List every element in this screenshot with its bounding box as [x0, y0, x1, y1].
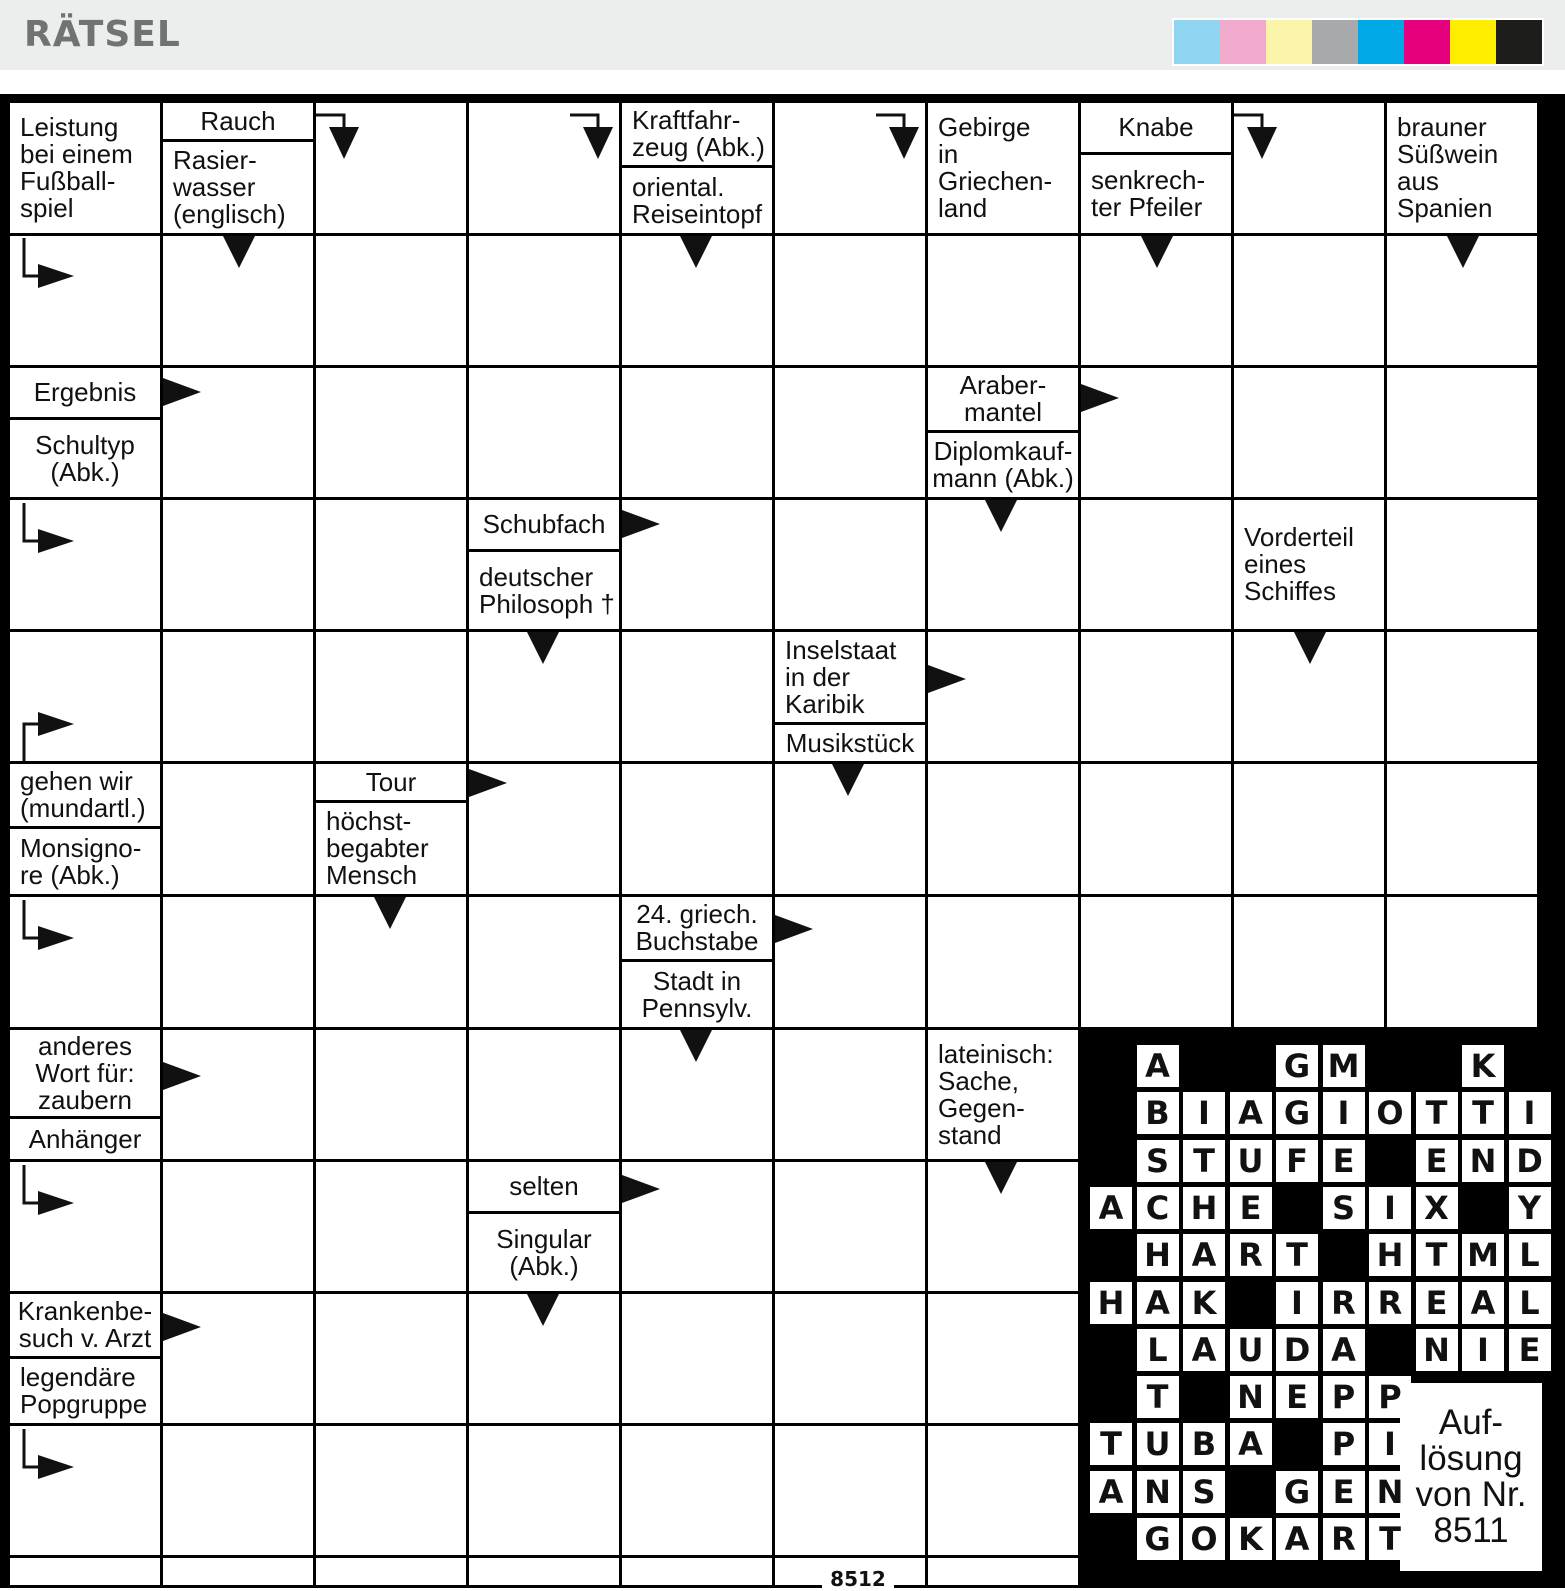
clue-text: Araber- mantel: [928, 368, 1078, 430]
solution-letter: D: [1276, 1329, 1318, 1371]
solution-letter: G: [1137, 1518, 1179, 1560]
grid-cell[interactable]: [928, 236, 1078, 365]
grid-cell[interactable]: [928, 1294, 1078, 1423]
color-swatch: [1312, 20, 1358, 64]
solution-letter: O: [1369, 1092, 1411, 1134]
arrow-down-icon: [1294, 632, 1326, 666]
solution-letter: Y: [1509, 1187, 1551, 1229]
arrow-down-icon: [680, 1030, 712, 1064]
solution-letter: M: [1323, 1045, 1365, 1087]
grid-cell[interactable]: [1081, 897, 1231, 1027]
clue-text: Singular (Abk.): [469, 1211, 619, 1291]
clue-text: lateinisch: Sache, Gegen- stand: [928, 1030, 1078, 1159]
clue-cell: [10, 368, 160, 497]
header-bar: [0, 0, 1565, 70]
solution-letter: T: [1183, 1140, 1225, 1182]
grid-cell[interactable]: [1387, 368, 1537, 497]
solution-letter: A: [1183, 1234, 1225, 1276]
grid-cell[interactable]: [316, 1294, 466, 1423]
solution-letter: G: [1276, 1471, 1318, 1513]
grid-cell[interactable]: [622, 1294, 772, 1423]
clue-text: Monsigno- re (Abk.): [10, 826, 160, 894]
solution-letter: H: [1137, 1234, 1179, 1276]
solution-letter: M: [1462, 1234, 1504, 1276]
solution-letter: I: [1369, 1423, 1411, 1465]
clue-cell: [928, 103, 1078, 233]
grid-cell[interactable]: [775, 1294, 925, 1423]
solution-letter: S: [1183, 1471, 1225, 1513]
solution-letter: N: [1416, 1329, 1458, 1371]
arrow-down-icon: [374, 897, 406, 931]
clue-cell: [10, 764, 160, 894]
solution-letter: P: [1323, 1423, 1365, 1465]
solution-letter: H: [1090, 1282, 1132, 1324]
grid-cell[interactable]: [622, 764, 772, 894]
solution-letter: T: [1462, 1092, 1504, 1134]
solution-letter: N: [1462, 1140, 1504, 1182]
grid-cell[interactable]: [775, 368, 925, 497]
solution-letter: I: [1323, 1092, 1365, 1134]
solution-letter: K: [1462, 1045, 1504, 1087]
solution-letter: U: [1137, 1423, 1179, 1465]
arrow-right-icon: [928, 665, 968, 693]
solution-letter: A: [1183, 1329, 1225, 1371]
solution-letter: A: [1090, 1187, 1132, 1229]
clue-cell: [622, 897, 772, 1027]
clue-text: Schultyp (Abk.): [10, 417, 160, 497]
clue-cell: [928, 1030, 1078, 1159]
solution-letter: E: [1509, 1329, 1551, 1371]
color-swatch: [1450, 20, 1496, 64]
solution-letter: I: [1369, 1187, 1411, 1229]
solution-letter: T: [1276, 1234, 1318, 1276]
section-title: RÄTSEL: [24, 14, 181, 55]
grid-cell[interactable]: [775, 236, 925, 365]
grid-cell[interactable]: [469, 368, 619, 497]
clue-cell: [469, 1162, 619, 1291]
clue-text: Vorderteil eines Schiffes: [1234, 500, 1384, 629]
arrow-turn-right-icon: [22, 1429, 82, 1485]
color-swatch: [1404, 20, 1450, 64]
clue-cell: [163, 103, 313, 233]
solution-letter: R: [1230, 1234, 1272, 1276]
clue-text: Rasier- wasser (englisch): [163, 139, 313, 233]
solution-letter: E: [1323, 1140, 1365, 1182]
arrow-right-icon: [1081, 384, 1121, 412]
solution-letter: D: [1509, 1140, 1551, 1182]
grid-cell[interactable]: [928, 1558, 1078, 1585]
grid-cell[interactable]: [316, 500, 466, 629]
arrow-right-icon: [775, 915, 815, 943]
color-swatch: [1220, 20, 1266, 64]
grid-cell[interactable]: [775, 1426, 925, 1555]
solution-letter: R: [1323, 1518, 1365, 1560]
arrow-turn-down-icon: [1234, 113, 1280, 163]
solution-letter: H: [1369, 1234, 1411, 1276]
solution-letter: U: [1230, 1329, 1272, 1371]
grid-cell[interactable]: [928, 632, 1078, 761]
grid-cell[interactable]: [163, 897, 313, 1027]
clue-text: Inselstaat in der Karibik: [775, 632, 925, 722]
grid-cell[interactable]: [469, 1426, 619, 1555]
solution-letter: A: [1137, 1282, 1179, 1324]
clue-text: brauner Süßwein aus Spanien: [1387, 103, 1537, 233]
solution-letter: F: [1276, 1140, 1318, 1182]
arrow-turn-right-icon: [22, 708, 82, 764]
color-swatch: [1358, 20, 1404, 64]
arrow-turn-down-icon: [570, 113, 616, 163]
solution-letter: P: [1369, 1376, 1411, 1418]
arrow-down-icon: [1141, 236, 1173, 270]
solution-letter: B: [1137, 1092, 1179, 1134]
color-calibration-bar: [1172, 18, 1544, 66]
solution-letter: K: [1183, 1282, 1225, 1324]
arrow-down-icon: [832, 764, 864, 798]
clue-text: Rauch: [163, 103, 313, 139]
color-swatch: [1496, 20, 1542, 64]
solution-letter: A: [1090, 1471, 1132, 1513]
solution-letter: L: [1137, 1329, 1179, 1371]
solution-letter: I: [1509, 1092, 1551, 1134]
arrow-turn-right-icon: [22, 503, 82, 559]
clue-text: gehen wir (mundartl.): [10, 764, 160, 826]
grid-cell[interactable]: [316, 1558, 466, 1585]
clue-cell: [1234, 500, 1384, 629]
grid-cell[interactable]: [622, 1426, 772, 1555]
clue-text: Schubfach: [469, 500, 619, 549]
solution-letter: T: [1416, 1234, 1458, 1276]
solution-caption: [1400, 1383, 1542, 1571]
grid-cell[interactable]: [316, 632, 466, 761]
solution-letter: G: [1276, 1092, 1318, 1134]
grid-cell[interactable]: [469, 1030, 619, 1159]
grid-cell[interactable]: [1387, 500, 1537, 629]
grid-cell[interactable]: [622, 1558, 772, 1585]
solution-letter: N: [1137, 1471, 1179, 1513]
arrow-down-icon: [680, 236, 712, 270]
puzzle-number: 8512: [822, 1567, 894, 1588]
solution-letter: E: [1323, 1471, 1365, 1513]
solution-letter: E: [1230, 1187, 1272, 1229]
solution-letter: T: [1369, 1518, 1411, 1560]
arrow-down-icon: [985, 500, 1017, 534]
clue-cell: [316, 764, 466, 894]
solution-letter: G: [1276, 1045, 1318, 1087]
clue-text: selten: [469, 1162, 619, 1211]
solution-letter: L: [1509, 1282, 1551, 1324]
grid-cell[interactable]: [928, 1426, 1078, 1555]
clue-text: Tour: [316, 764, 466, 800]
clue-text: Ergebnis: [10, 368, 160, 417]
solution-caption-text: Auf- lösung von Nr. 8511: [1415, 1403, 1527, 1550]
clue-text: anderes Wort für: zaubern: [10, 1030, 160, 1116]
clue-text: Knabe: [1081, 103, 1231, 152]
solution-letter: C: [1137, 1187, 1179, 1229]
clue-text: Leistung bei einem Fußball- spiel: [10, 103, 160, 233]
solution-letter: U: [1230, 1140, 1272, 1182]
grid-cell[interactable]: [469, 1558, 619, 1585]
solution-letter: L: [1509, 1234, 1551, 1276]
solution-letter: I: [1183, 1092, 1225, 1134]
grid-cell[interactable]: [316, 368, 466, 497]
clue-text: höchst- begabter Mensch: [316, 800, 466, 894]
grid-cell[interactable]: [316, 1030, 466, 1159]
grid-cell[interactable]: [928, 764, 1078, 894]
solution-letter: H: [1183, 1187, 1225, 1229]
grid-cell[interactable]: [163, 1426, 313, 1555]
solution-letter: K: [1230, 1518, 1272, 1560]
arrow-down-icon: [223, 236, 255, 270]
clue-text: legendäre Popgruppe: [10, 1356, 160, 1423]
grid-cell[interactable]: [1081, 764, 1231, 894]
grid-cell[interactable]: [469, 236, 619, 365]
grid-cell[interactable]: [316, 236, 466, 365]
grid-cell[interactable]: [775, 1030, 925, 1159]
grid-cell[interactable]: [163, 500, 313, 629]
arrow-right-icon: [163, 1313, 203, 1341]
grid-cell[interactable]: [163, 1558, 313, 1585]
arrow-right-icon: [622, 1175, 662, 1203]
grid-cell[interactable]: [1234, 236, 1384, 365]
arrow-down-icon: [1447, 236, 1479, 270]
grid-cell[interactable]: [1234, 368, 1384, 497]
grid-cell[interactable]: [622, 632, 772, 761]
solution-letter: A: [1462, 1282, 1504, 1324]
arrow-down-icon: [985, 1162, 1017, 1196]
grid-cell[interactable]: [1081, 632, 1231, 761]
grid-cell[interactable]: [775, 500, 925, 629]
grid-cell[interactable]: [1387, 897, 1537, 1027]
solution-letter: E: [1416, 1282, 1458, 1324]
solution-letter: A: [1230, 1423, 1272, 1465]
grid-cell[interactable]: [316, 1162, 466, 1291]
solution-letter: T: [1416, 1092, 1458, 1134]
grid-cell[interactable]: [1387, 764, 1537, 894]
solution-letter: T: [1090, 1423, 1132, 1465]
clue-cell: [622, 103, 772, 233]
solution-letter: E: [1276, 1376, 1318, 1418]
clue-text: Diplomkauf- mann (Abk.): [928, 430, 1078, 497]
grid-cell[interactable]: [163, 764, 313, 894]
solution-letter: A: [1230, 1092, 1272, 1134]
clue-cell: [928, 368, 1078, 497]
arrow-turn-right-icon: [22, 1165, 82, 1221]
arrow-right-icon: [469, 769, 509, 797]
arrow-down-icon: [527, 632, 559, 666]
grid-cell[interactable]: [775, 1162, 925, 1291]
clue-text: Anhänger: [10, 1116, 160, 1159]
grid-cell[interactable]: [316, 1426, 466, 1555]
arrow-right-icon: [163, 1062, 203, 1090]
arrow-right-icon: [622, 510, 662, 538]
solution-letter: O: [1183, 1518, 1225, 1560]
clue-text: senkrech- ter Pfeiler: [1081, 152, 1231, 233]
clue-cell: [10, 1294, 160, 1423]
clue-cell: [469, 500, 619, 629]
clue-cell: [10, 103, 160, 233]
solution-letter: R: [1369, 1282, 1411, 1324]
clue-text: Krankenbe- such v. Arzt: [10, 1294, 160, 1356]
clue-text: oriental. Reiseintopf: [622, 165, 772, 233]
solution-letter: I: [1276, 1282, 1318, 1324]
grid-cell[interactable]: [1081, 500, 1231, 629]
grid-cell[interactable]: [1387, 632, 1537, 761]
clue-cell: [775, 632, 925, 761]
arrow-down-icon: [527, 1294, 559, 1328]
solution-letter: N: [1230, 1376, 1272, 1418]
grid-cell[interactable]: [163, 1030, 313, 1159]
grid-cell[interactable]: [1234, 764, 1384, 894]
grid-cell[interactable]: [163, 632, 313, 761]
solution-letter: R: [1323, 1282, 1365, 1324]
clue-cell: [10, 1030, 160, 1159]
clue-cell: [1387, 103, 1537, 233]
solution-letter: E: [1416, 1140, 1458, 1182]
solution-letter: T: [1137, 1376, 1179, 1418]
solution-letter: X: [1416, 1187, 1458, 1229]
previous-solution-grid: [1090, 1043, 1555, 1585]
arrow-right-icon: [163, 378, 203, 406]
grid-cell[interactable]: [163, 1162, 313, 1291]
grid-cell[interactable]: [928, 897, 1078, 1027]
solution-letter: A: [1323, 1329, 1365, 1371]
solution-letter: A: [1137, 1045, 1179, 1087]
clue-text: Stadt in Pennsylv.: [622, 959, 772, 1027]
clue-cell: [1081, 103, 1231, 233]
arrow-turn-down-icon: [316, 113, 362, 163]
grid-cell[interactable]: [469, 897, 619, 1027]
clue-text: Kraftfahr- zeug (Abk.): [622, 103, 772, 165]
grid-cell[interactable]: [622, 368, 772, 497]
solution-letter: N: [1369, 1471, 1411, 1513]
arrow-turn-right-icon: [22, 238, 82, 294]
clue-text: Gebirge in Griechen- land: [928, 103, 1078, 233]
grid-cell[interactable]: [10, 1558, 160, 1585]
clue-text: 24. griech. Buchstabe: [622, 897, 772, 959]
solution-letter: I: [1462, 1329, 1504, 1371]
color-swatch: [1266, 20, 1312, 64]
solution-letter: B: [1183, 1423, 1225, 1465]
solution-letter: S: [1137, 1140, 1179, 1182]
color-swatch: [1174, 20, 1220, 64]
clue-text: Musikstück: [775, 722, 925, 761]
arrow-turn-right-icon: [22, 900, 82, 956]
solution-letter: A: [1276, 1518, 1318, 1560]
solution-letter: S: [1323, 1187, 1365, 1229]
grid-cell[interactable]: [1234, 897, 1384, 1027]
arrow-turn-down-icon: [876, 113, 922, 163]
solution-letter: P: [1323, 1376, 1365, 1418]
clue-text: deutscher Philosoph †: [469, 549, 619, 629]
